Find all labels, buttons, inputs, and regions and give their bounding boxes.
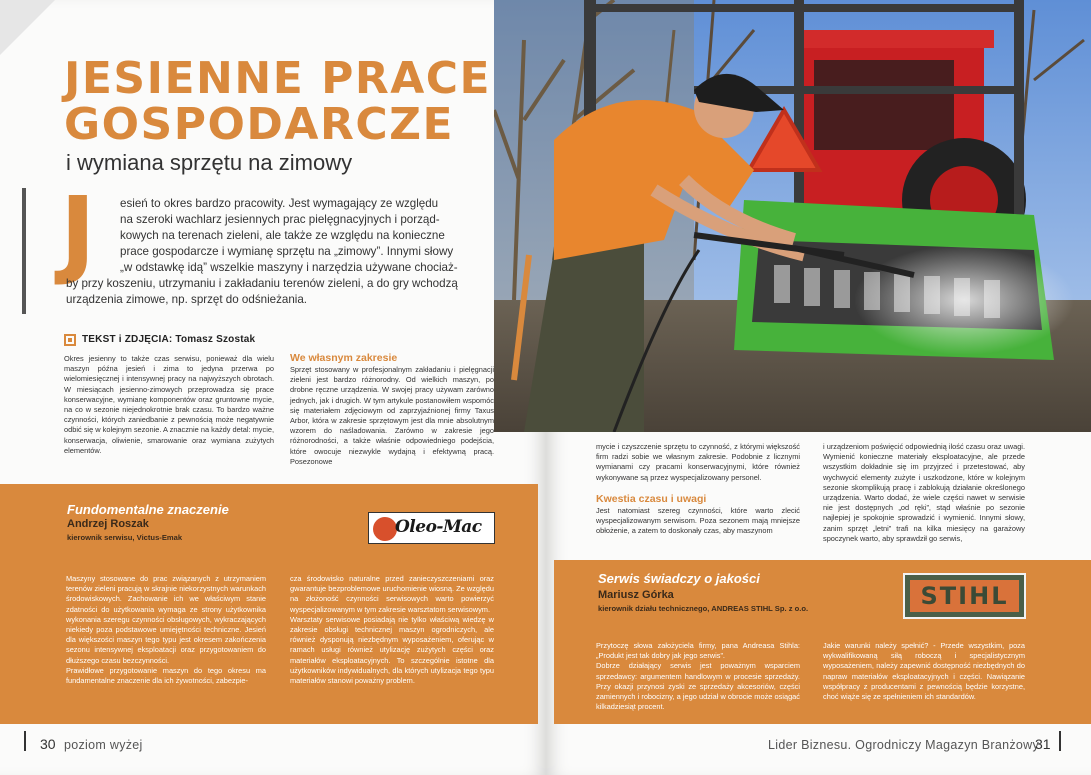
- band-person-role: kierownik serwisu, Victus-Emak: [67, 533, 183, 542]
- lead-line-5: „w odstawkę idą” wszelkie maszyny i narzędzia używane chociaż-: [120, 261, 458, 274]
- article-subtitle: i wymiana sprzętu na zimowy: [66, 150, 353, 175]
- left-column-1-text: Okres jesienny to także czas serwisu, ponieważ dla wielu maszyn późna jesień i zima to jedyna przerwa po wielomiesięcznej i intensywnej pracy na najwyższych obrotach. W miesiącach jesienno-zimowych przeprowadza się prace konserwacyjne, wymianę komponentów oraz gruntowne mycie, na co w sezonie niejednokrotnie brak czasu. To bardzo ważne czynności, których zaniedbanie z pewnością może negatywnie odbić się w kolejnym sezonie. A znacznie na każdy detal: mycie, konserwacja, oliwienie, smarowanie oraz wymiana zużytych elementów.: [64, 354, 274, 455]
- section-heading-we-wlasnym-zakresie: We własnym zakresie: [290, 352, 398, 364]
- band-person-role-right: kierownik działu technicznego, ANDREAS STIHL Sp. z o.o.: [598, 604, 809, 613]
- band-person-name: Andrzej Roszak: [67, 518, 149, 530]
- lead-line-1: esień to okres bardzo pracowity. Jest wymagający ze względu: [120, 197, 439, 210]
- band-right-column-1: [596, 641, 800, 712]
- right-column-1: [596, 442, 800, 536]
- oleo-mac-logo-text: Oleo-Mac: [395, 517, 482, 537]
- page-number-left: 30: [40, 736, 56, 752]
- photo-illustration: [494, 0, 1091, 432]
- oleo-mac-logo: [368, 512, 495, 544]
- left-column-2-text: Sprzęt stosowany w profesjonalnym zakładaniu i pielęgnacji zieleni jest bardzo różnorodny. Od wielkich maszyn, po drobne ręczne urządzenia. W swojej pracy używam zarówno jednych, jak i drugich. W tym artykule postanowiłem wspomóc się materiałem zdjęciowym od zaprzyjaźnionej firmy Taxus Arbor, która w zakresie sprzętowym jest dla mnie absolutnym wzorem do naśladowania. Zarówno w zakresie jego różnorodności, a także właśnie odpowiedniego podejścia, które owocuje niezwykle wydajną i efektywną pracą. Posezonowe: [290, 365, 494, 466]
- footer-magazine-name-left: poziom wyżej: [64, 738, 143, 752]
- stihl-logo-plate: [910, 580, 1019, 612]
- band-left-column-1-text: Maszyny stosowane do prac związanych z utrzymaniem terenów zieleni pracują w skrajnie niekorzystnych warunkach środowiskowych. Zachowanie ich we właściwym stanie zdatności do użytkowania wymaga ze strony użytkownika wykonania szeregu czynności obsługowych, wykraczających niekiedy poza podstawowe umiejętności techniczne. Jesień dla większości maszyn tego typu jest okresem zakończenia sezonu intensywnej eksploatacji oraz przygotowaniem do dłuższego czasu bezczynności. Prawidłowe przygotowanie maszyn do tego okresu ma fundamentalne znaczenie dla ich żywotności, zabezpie-: [66, 574, 266, 686]
- author-square-icon: [64, 334, 76, 346]
- article-title-line-2: GOSPODARCZE: [64, 99, 455, 150]
- right-column-2: [823, 442, 1025, 544]
- lead-line-2: na szeroki wachlarz jesiennych prac pielęgnacyjnych i porząd-: [120, 213, 440, 226]
- left-column-1: [64, 354, 274, 456]
- band-left-column-2-text: cza środowisko naturalne przed zanieczyszczeniami oraz gwarantuje bezproblemowe uruchomienie wiosną. Ze względu na złożoność czynności serwisowych warto powierzyć wyspecjalizowanym w tym zakresie warsztatom serwisowym. Warsztaty serwisowe posiadają nie tylko właściwą wiedzę w zakresie obsługi technicznej maszyn ogrodniczych, ale również dysponują niezbędnym wyposażeniem, oferując w ramach usługi również utylizację zużytych części oraz materiałów eksploatacyjnych. To szczególnie istotne dla użytkowników indywidualnych, dla których utylizacja tego typu materiałów stanowi poważny problem.: [290, 574, 494, 686]
- author-credit: TEKST i ZDJĘCIA: Tomasz Szostak: [82, 334, 256, 345]
- lead-line-3: kowych na terenach zieleni, ale także ze względu na konieczne: [120, 229, 445, 242]
- stihl-logo: [903, 573, 1026, 619]
- lead-line-6: by przy koszeniu, utrzymaniu i zakładaniu terenów zieleni, a do gry wchodzą: [66, 277, 458, 290]
- oleo-mac-logo-mark-icon: [373, 517, 397, 541]
- right-column-1b-text: Jest natomiast szereg czynności, które warto zlecić wyspecjalizowanym serwisom. Poza sezonem mają mniejsze obłożenie, a zatem to doskonały czas, aby maszynom: [596, 505, 800, 536]
- article-photo-worker-cleaning-mulcher: [494, 0, 1091, 432]
- drop-cap: J: [60, 176, 96, 288]
- article-title-line-1: JESIENNE PRACE: [64, 53, 492, 104]
- page-corner-fold: [0, 0, 55, 55]
- lead-line-7: urządzenia zimowe, np. sprzęt do odśnieżania.: [66, 293, 308, 306]
- band-left-column-2: [290, 574, 494, 686]
- page-number-right: 31: [1035, 736, 1051, 752]
- band-title-right: Serwis świadczy o jakości: [598, 571, 760, 586]
- left-column-2: [290, 352, 494, 467]
- right-column-2-text: i urządzeniom poświęcić odpowiednią ilość czasu oraz uwagi. Wymienić konieczne materiały eksploatacyjne, ale przede wszystkim dokładnie się im przyjrzeć i przetestować, aby wychwycić elementy zużyte i uszkodzone, które w kolejnym sezonie skomplikują pracę i zablokują działanie określonego urządzenia. Warto dodać, że wiele części nawet w serwisie nie jest dostępnych „od ręki”, stąd właśnie po sezonie najlepiej je spokojnie sprowadzić i wymienić. Innymi słowy, zanim sprzęt „letni” trafi na kilka miesięcy na garażowy spoczynek warto, aby sprawdził go serwis,: [823, 442, 1025, 543]
- band-left-column-1: [66, 574, 266, 686]
- water-spray-mist: [854, 245, 1074, 355]
- section-heading-kwestia-czasu: Kwestia czasu i uwagi: [596, 492, 707, 505]
- lead-line-4: prace gospodarcze i wymianę sprzętu na „zimowy”. Innymi słowy: [120, 245, 454, 258]
- right-column-1-text: mycie i czyszczenie sprzętu to czynność, z którymi większość firm radzi sobie we własnym zakresie. Podobnie z licznymi wymianami czy pracami konserwacyjnymi, które również wykonywane są przez wyspecjalizowany personel.: [596, 442, 800, 482]
- band-right-column-2-text: Jakie warunki należy spełnić? - Przede wszystkim, poza wykwalifikowaną siłą roboczą i specjalistycznym wyposażeniem, należy zapewnić dostępność niezbędnych do napraw materiałów eksploatacyjnych i części. Nawiązanie współpracy z producentami z pewnością będzie korzystne, choć wiąże się ze spełnieniem ich standardów.: [823, 641, 1025, 702]
- band-right-column-2: [823, 641, 1025, 702]
- band-title: Fundomentalne znaczenie: [67, 502, 229, 517]
- footer-rule-left: [24, 731, 26, 751]
- stihl-logo-text: STIHL: [920, 582, 1009, 610]
- band-right-column-1-text: Przytoczę słowa założyciela firmy, pana Andreasa Stihla: „Produkt jest tak dobry jak jego serwis”. Dobrze działający serwis jest poważnym wsparciem sprzedawcy: argumentem handlowym w procesie sprzedaży. Przy okazji przynosi zyski ze sprzedaży akcesoriów, części zamiennych i robocizny, a jego udział w obrocie może osiągać kilkadziesiąt procent.: [596, 641, 800, 712]
- footer-rule-right: [1059, 731, 1061, 751]
- band-person-name-right: Mariusz Górka: [598, 589, 674, 601]
- lead-vertical-bar: [22, 188, 26, 314]
- footer-magazine-name-right: Lider Biznesu. Ogrodniczy Magazyn Branżowy: [768, 738, 1040, 752]
